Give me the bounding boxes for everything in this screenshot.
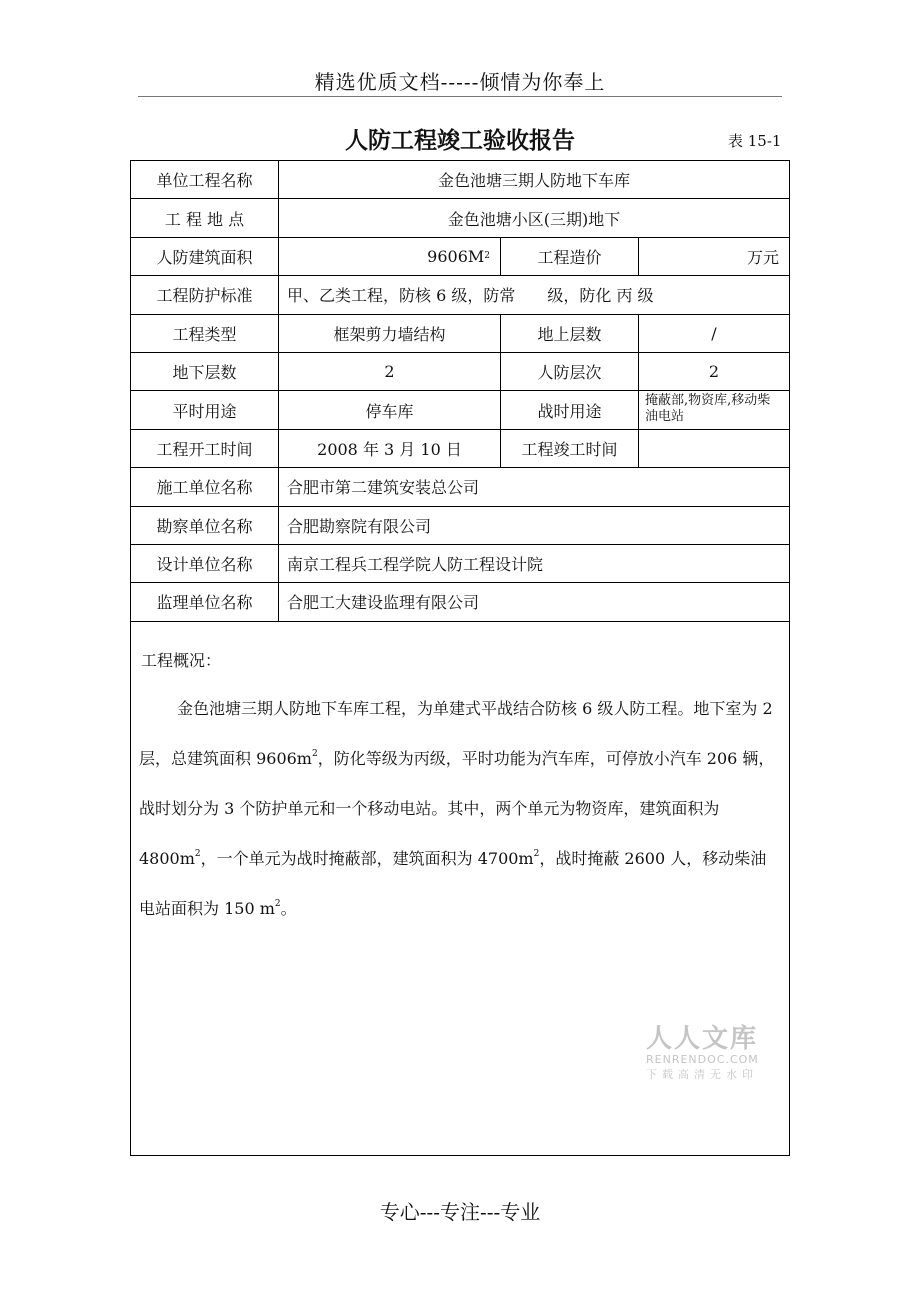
header-divider: [138, 96, 782, 97]
overview-text: [139, 684, 779, 934]
area-unit-sup: 2: [484, 251, 490, 262]
row-survey: [131, 507, 789, 545]
design-value: 南京工程兵工程学院人防工程设计院: [287, 555, 544, 575]
watermark-tagline: 下载高清无水印: [646, 1068, 758, 1081]
row-design: [131, 545, 789, 583]
overview-text-3: ，一个单元为战时掩蔽部，建筑面积为 4700m: [200, 848, 534, 868]
civil-defense-levels-value: 2: [708, 362, 720, 382]
row-dates: [131, 430, 789, 468]
watermark-domain: RENRENDOC.COM: [646, 1053, 759, 1066]
floors-above-value: /: [711, 323, 717, 343]
row-unit-name: [131, 161, 789, 199]
area-value: [279, 238, 501, 275]
row-location: [131, 199, 789, 237]
completion-date-value: [639, 430, 789, 467]
overview-text-2: ，防化等级为丙级，平时功能为汽车库，可停放小汽车 206 辆，战时划分为 3 个防护单元和一个移动电站。其中，两个单元为物资库，建筑面积为 4800m: [139, 748, 775, 868]
location-value: 金色池塘小区(三期)地下: [447, 209, 621, 229]
peacetime-use-value: 停车库: [279, 391, 501, 428]
unit-name-value: 金色池塘三期人防地下车库: [437, 171, 630, 191]
civil-defense-levels-label: 人防层次: [501, 353, 639, 390]
report-title: 人防工程竣工验收报告: [345, 127, 575, 154]
survey-label: 勘察单位名称: [131, 507, 279, 544]
overview-text-4: ，战时掩蔽 2600 人，移动柴油电站面积为 150 m: [139, 848, 767, 918]
watermark-logo: [646, 1018, 776, 1082]
builder-value: 合肥市第二建筑安装总公司: [287, 478, 480, 498]
area-number: 9606M: [427, 246, 485, 266]
type-label: 工程类型: [131, 315, 279, 352]
start-date-value: 2008 年 3 月 10 日: [279, 430, 501, 467]
cost-value: 万元: [746, 247, 779, 267]
location-label: 工 程 地 点: [131, 199, 279, 236]
wartime-use-value: 掩蔽部,物资库,移动柴油电站: [645, 393, 771, 425]
protection-value: 甲、乙类工程，防核 6 级，防常 级，防化 丙 级: [287, 286, 654, 306]
row-area: [131, 238, 789, 276]
area-label: 人防建筑面积: [131, 238, 279, 275]
overview-label: 工程概况：: [141, 650, 222, 670]
supervisor-value: 合肥工大建设监理有限公司: [287, 593, 480, 613]
floors-below-label: 地下层数: [131, 353, 279, 390]
protection-label: 工程防护标准: [131, 276, 279, 313]
cost-label: 工程造价: [501, 238, 639, 275]
row-underground: [131, 353, 789, 391]
completion-date-label: 工程竣工时间: [501, 430, 639, 467]
builder-label: 施工单位名称: [131, 468, 279, 505]
floors-above-label: 地上层数: [501, 315, 639, 352]
row-type: [131, 315, 789, 353]
report-table: [130, 160, 790, 1156]
survey-value: 合肥勘察院有限公司: [287, 516, 432, 536]
start-date-label: 工程开工时间: [131, 430, 279, 467]
row-usage: [131, 391, 789, 429]
type-value: 框架剪力墙结构: [279, 315, 501, 352]
sup-4: 2: [274, 898, 281, 909]
row-supervisor: [131, 583, 789, 621]
overview-text-5: 。: [280, 898, 297, 918]
page-header: 精选优质文档-----倾情为你奉上: [314, 70, 606, 94]
page-footer: 专心---专注---专业: [379, 1200, 541, 1224]
table-number: 表 15-1: [728, 132, 782, 150]
watermark-title: 人人文库: [646, 1024, 759, 1054]
unit-name-label: 单位工程名称: [131, 161, 279, 198]
floors-below-value: 2: [279, 353, 501, 390]
overview-text-1: 金色池塘三期人防地下车库工程，为单建式平战结合防核 6 级人防工程。地下室为 2 层，总建筑面积 9606m: [139, 698, 773, 768]
sup-1: 2: [311, 748, 318, 759]
supervisor-label: 监理单位名称: [131, 583, 279, 620]
row-protection: [131, 276, 789, 314]
wartime-use-label: 战时用途: [501, 391, 639, 428]
sup-3: 2: [533, 848, 540, 859]
peacetime-use-label: 平时用途: [131, 391, 279, 428]
sup-2: 2: [194, 848, 201, 859]
row-builder: [131, 468, 789, 506]
design-label: 设计单位名称: [131, 545, 279, 582]
